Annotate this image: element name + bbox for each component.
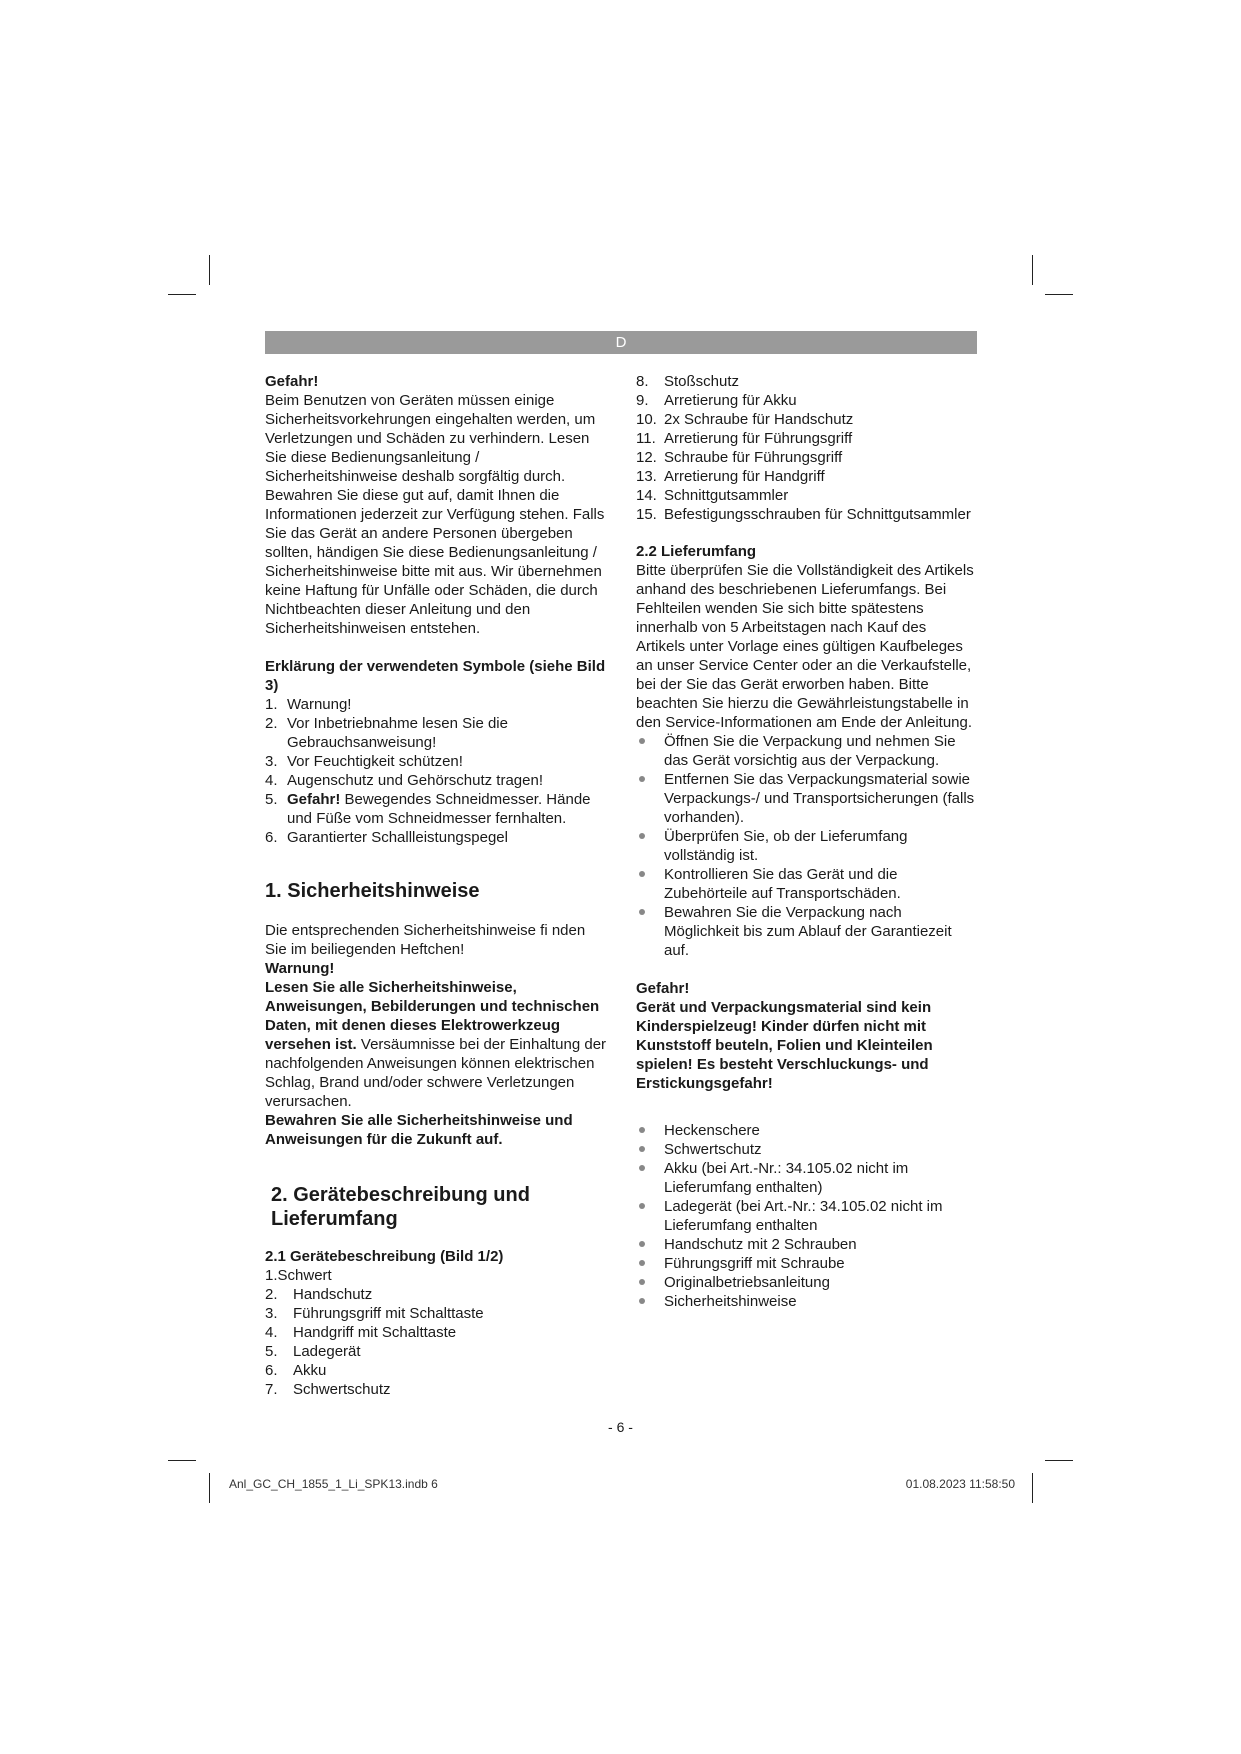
list-item: 5. Gefahr! Bewegendes Schneidmesser. Hände und Füße vom Schneidmesser fernhalten. xyxy=(265,791,591,827)
crop-mark xyxy=(209,255,210,285)
language-code: D xyxy=(615,334,627,351)
list-item: 4. Augenschutz und Gehörschutz tragen! xyxy=(265,772,543,789)
list-item: 1.Schwert xyxy=(265,1267,332,1284)
list-item: Sicherheitshinweise xyxy=(636,1292,978,1311)
list-item: 2. Handschutz xyxy=(265,1286,373,1303)
section-heading: 1. Sicherheitshinweise xyxy=(265,880,480,902)
list-item: Ladegerät (bei Art.-Nr.: 34.105.02 nicht im Lieferumfang enthalten xyxy=(636,1197,978,1235)
left-column xyxy=(265,372,608,1399)
footer-filename: Anl_GC_CH_1855_1_Li_SPK13.indb 6 xyxy=(229,1477,438,1491)
symbols-list xyxy=(265,695,608,847)
crop-mark xyxy=(1045,294,1073,295)
list-item: 14. Schnittgutsammler xyxy=(636,487,789,504)
list-item: Heckenschere xyxy=(636,1121,978,1140)
list-item: 7. Schwertschutz xyxy=(265,1381,391,1398)
list-item: Kontrollieren Sie das Gerät und die Zubehörteile auf Transportschäden. xyxy=(636,865,978,903)
footer-timestamp: 01.08.2023 11:58:50 xyxy=(905,1477,1015,1491)
list-item: Schwertschutz xyxy=(636,1140,978,1159)
subsection-heading: 2.1 Gerätebeschreibung (Bild 1/2) xyxy=(265,1248,504,1265)
subsection-heading: 2.2 Lieferumfang xyxy=(636,543,757,560)
crop-mark xyxy=(168,1460,196,1461)
keep-instructions-note: Bewahren Sie alle Sicherheitshinweise und Anweisungen für die Zukunft auf. xyxy=(265,1112,573,1148)
danger-paragraph: Beim Benutzen von Geräten müssen einige Sicherheitsvorkehrungen eingehalten werden, um Verletzungen und Schäden zu verhindern. Lesen Sie diese Bedienungsanleitung / Sicherheitshinweise deshalb sorgfältig durch. Bewahren Sie diese gut auf, damit Ihnen die Informationen jederzeit zur Verfügung stehen. Falls Sie das Gerät an andere Personen übergeben sollten, händigen Sie diese Bedienungsanleitung / Sicherheitshinweise bitte mit aus. Wir übernehmen keine Haftung für Unfälle oder Schäden, die durch Nichtbeachten dieser Anleitung und den Sicherheitshinweisen entstehen. xyxy=(265,392,605,637)
parts-list xyxy=(265,1266,608,1399)
scope-of-delivery-list xyxy=(636,1121,978,1311)
list-item: 1. Warnung! xyxy=(265,696,352,713)
safety-intro: Die entsprechenden Sicherheitshinweise fi nden Sie im beiliegenden Heftchen! xyxy=(265,922,586,958)
crop-mark xyxy=(1032,255,1033,285)
warning-heading: Warnung! xyxy=(265,960,335,977)
list-item: 2. Vor Inbetriebnahme lesen Sie die Gebrauchsanweisung! xyxy=(265,715,508,751)
crop-mark xyxy=(209,1473,210,1503)
crop-mark xyxy=(1032,1473,1033,1503)
list-item: 8. Stoßschutz xyxy=(636,373,740,390)
crop-mark xyxy=(168,294,196,295)
warning-paragraph: Lesen Sie alle Sicherheitshinweise, Anweisungen, Bebilderungen und technischen Daten, mit denen dieses Elektrowerkzeug versehen ist. Versäumnisse bei der Einhaltung der nachfolgenden Anweisungen können elektrischen Schlag, Brand und/oder schwere Verletzungen verursachen. xyxy=(265,979,607,1110)
list-item: 5. Ladegerät xyxy=(265,1343,361,1360)
list-item: 3. Vor Feuchtigkeit schützen! xyxy=(265,753,463,770)
page-number: - 6 - xyxy=(608,1419,633,1435)
unpacking-steps-list xyxy=(636,732,978,960)
list-item: Überprüfen Sie, ob der Lieferumfang vollständig ist. xyxy=(636,827,978,865)
list-item: Originalbetriebsanleitung xyxy=(636,1273,978,1292)
list-item: 12. Schraube für Führungsgriff xyxy=(636,449,843,466)
list-item: 6. Garantierter Schallleistungspegel xyxy=(265,829,508,846)
section-heading: 2. Gerätebeschreibung und Lieferumfang xyxy=(271,1184,530,1230)
list-item: 9. Arretierung für Akku xyxy=(636,392,797,409)
list-item: 4. Handgriff mit Schalttaste xyxy=(265,1324,457,1341)
list-item: 3. Führungsgriff mit Schalttaste xyxy=(265,1305,484,1322)
list-item: Entfernen Sie das Verpackungsmaterial sowie Verpackungs-/ und Transportsicherungen (falls vorhanden). xyxy=(636,770,978,827)
danger-heading: Gefahr! xyxy=(636,980,690,997)
delivery-paragraph: Bitte überprüfen Sie die Vollständigkeit des Artikels anhand des beschriebenen Lieferumfangs. Bei Fehlteilen wenden Sie sich bitte spätestens innerhalb von 5 Arbeitstagen nach Kauf des Artikels unter Vorlage eines gültigen Kaufbeleges an unser Service Center oder an die Verkaufstelle, bei der Sie das Gerät erworben haben. Bitte beachten Sie hierzu die Gewährleistungstabelle in den Service-Informationen am Ende der Anleitung. xyxy=(636,562,974,731)
parts-list-continued xyxy=(636,372,978,524)
danger-paragraph: Gerät und Verpackungsmaterial sind kein Kinderspielzeug! Kinder dürfen nicht mit Kunststoff beuteln, Folien und Kleinteilen spielen! Es besteht Verschluckungs- und Erstickungsgefahr! xyxy=(636,999,933,1092)
crop-mark xyxy=(1045,1460,1073,1461)
list-item: 13. Arretierung für Handgriff xyxy=(636,468,825,485)
list-item: 6. Akku xyxy=(265,1362,327,1379)
list-item: 10. 2x Schraube für Handschutz xyxy=(636,411,854,428)
list-item: Akku (bei Art.-Nr.: 34.105.02 nicht im Lieferumfang enthalten) xyxy=(636,1159,978,1197)
list-item: 11. Arretierung für Führungsgriff xyxy=(636,430,853,447)
list-item: 15. Befestigungsschrauben für Schnittgutsammler xyxy=(636,506,971,523)
list-item: Bewahren Sie die Verpackung nach Möglichkeit bis zum Ablauf der Garantiezeit auf. xyxy=(636,903,978,960)
list-item: Handschutz mit 2 Schrauben xyxy=(636,1235,978,1254)
list-item: Führungsgriff mit Schraube xyxy=(636,1254,978,1273)
list-item: Öffnen Sie die Verpackung und nehmen Sie das Gerät vorsichtig aus der Verpackung. xyxy=(636,732,978,770)
danger-heading: Gefahr! xyxy=(265,373,319,390)
right-column xyxy=(636,372,978,1311)
language-header-bar xyxy=(265,331,977,354)
symbols-heading: Erklärung der verwendeten Symbole (siehe Bild 3) xyxy=(265,658,606,694)
